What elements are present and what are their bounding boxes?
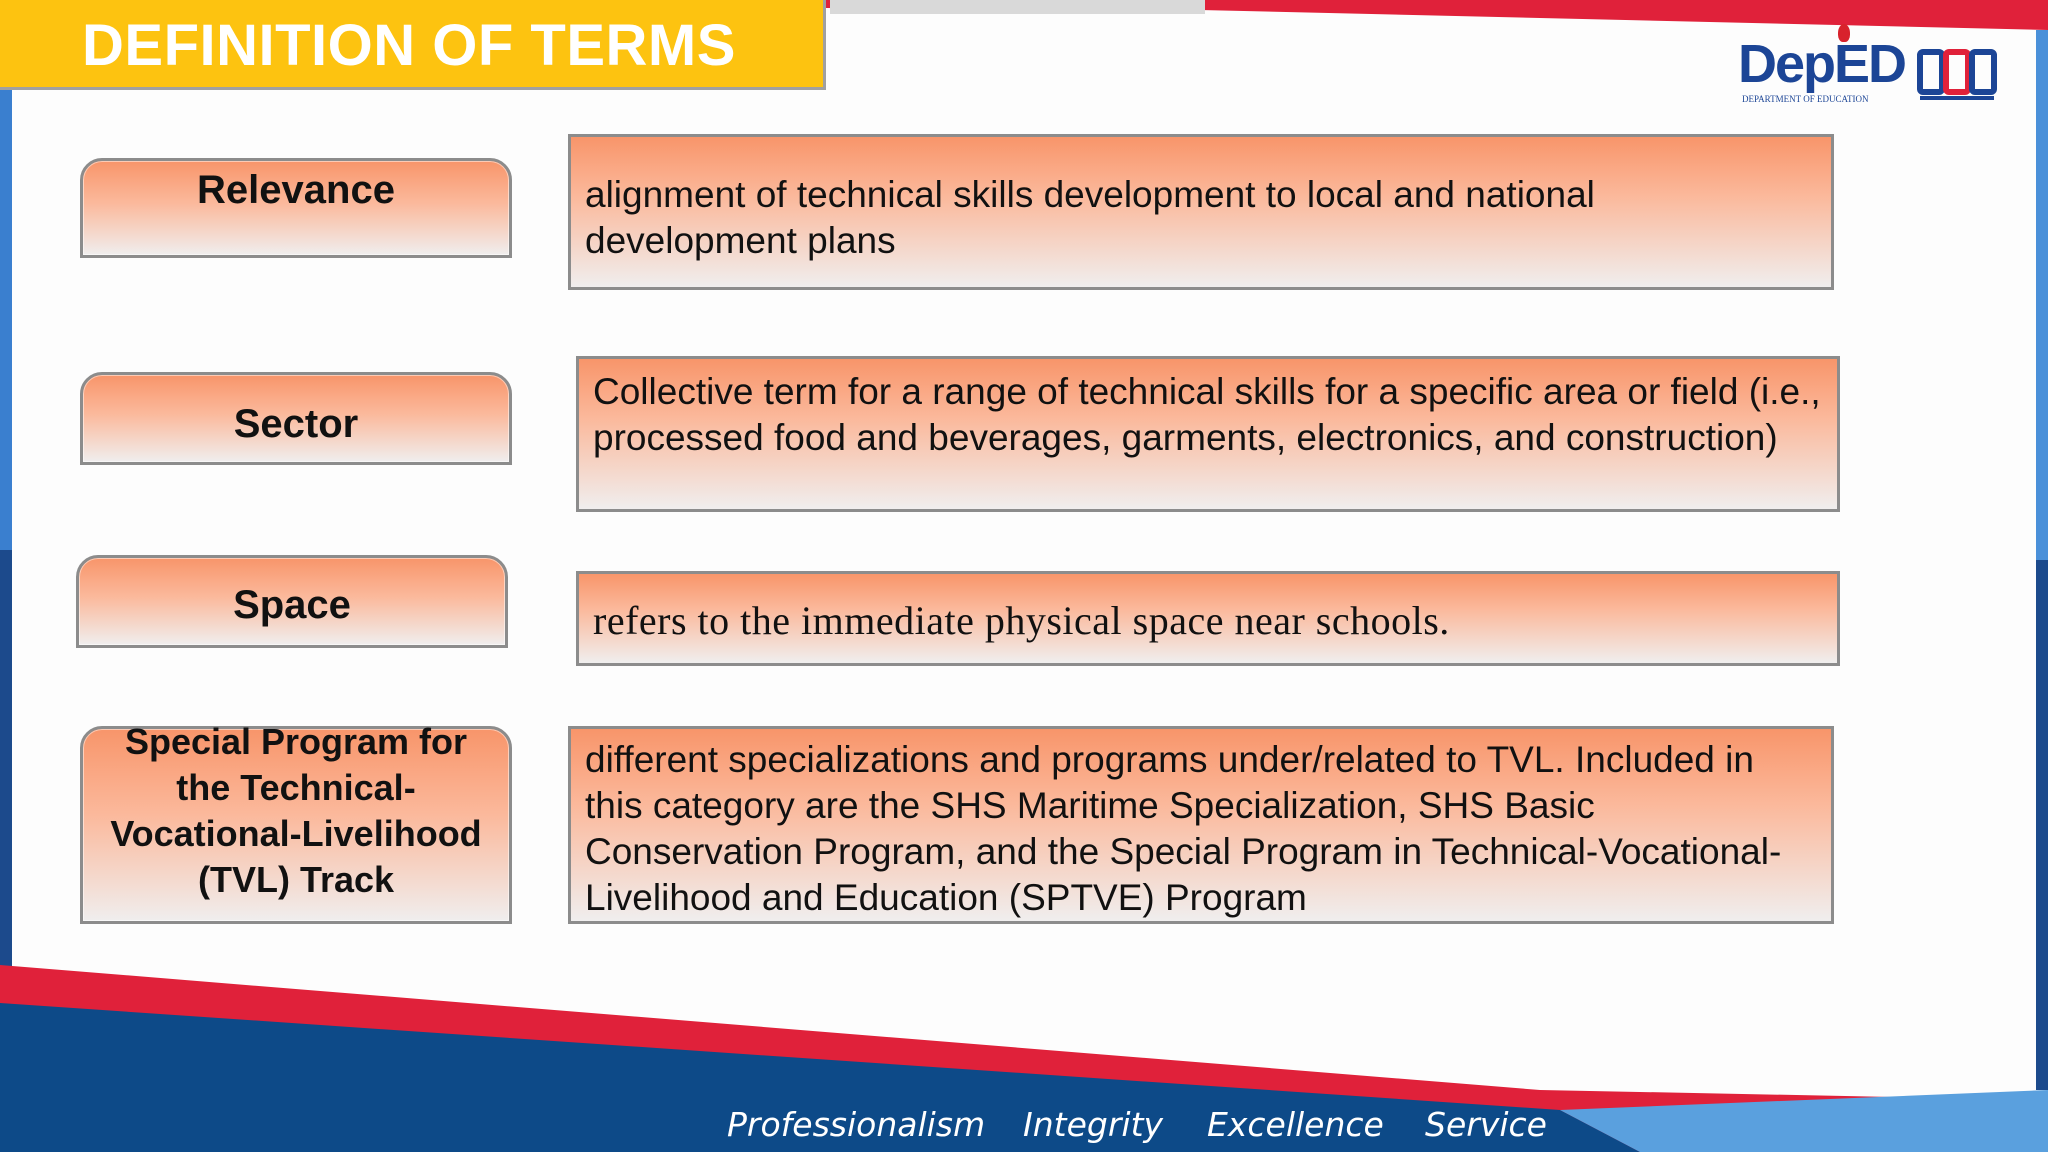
page-title: DEFINITION OF TERMS [82,13,736,78]
definition-text: Collective term for a range of technical skills for a specific area or field (i.e., processed food and beverages, garments, electronics, and construction) [593,371,1821,458]
deped-logo-subtext: DEPARTMENT OF EDUCATION [1742,94,1869,104]
footer-core-values [727,1102,1547,1148]
term-label: Sector [233,402,359,446]
term-box-space [76,555,508,648]
right-blue-bar [2036,30,2048,560]
term-label: Space [233,583,351,627]
definition-box-special-program [568,726,1834,924]
logo-area [1738,24,2000,114]
definition-box-space [576,571,1840,666]
value-excellence: Excellence [1207,1105,1384,1144]
definition-box-sector [576,356,1840,512]
right-dark-blue-bar [2036,560,2048,1090]
term-box-relevance [80,158,512,258]
term-box-sector [80,372,512,465]
definition-text: refers to the immediate physical space near schools. [593,598,1450,643]
definition-box-relevance [568,134,1834,290]
left-dark-blue-bar [0,550,12,1000]
value-professionalism: Professionalism [727,1105,986,1144]
bureau-logo-icon [1916,44,1998,104]
top-gray-stripe [830,0,1205,14]
definition-text: different specializations and programs under/related to TVL. Included in this category are the SHS Maritime Specialization, SHS Basic Conservation Program, and the Special Program in Technical-Vocational-Livelihood and Education (SPTVE) Program [585,739,1782,918]
term-label: Relevance [197,168,395,212]
deped-logo: DepED [1738,34,1906,94]
definition-text: alignment of technical skills development to local and national development plans [585,174,1595,261]
value-service: Service [1425,1105,1547,1144]
term-box-special-program [80,721,512,924]
value-integrity: Integrity [1023,1105,1164,1144]
term-label: Special Program for the Technical-Vocational-Livelihood (TVL) Track [110,721,482,900]
title-banner [0,0,826,90]
